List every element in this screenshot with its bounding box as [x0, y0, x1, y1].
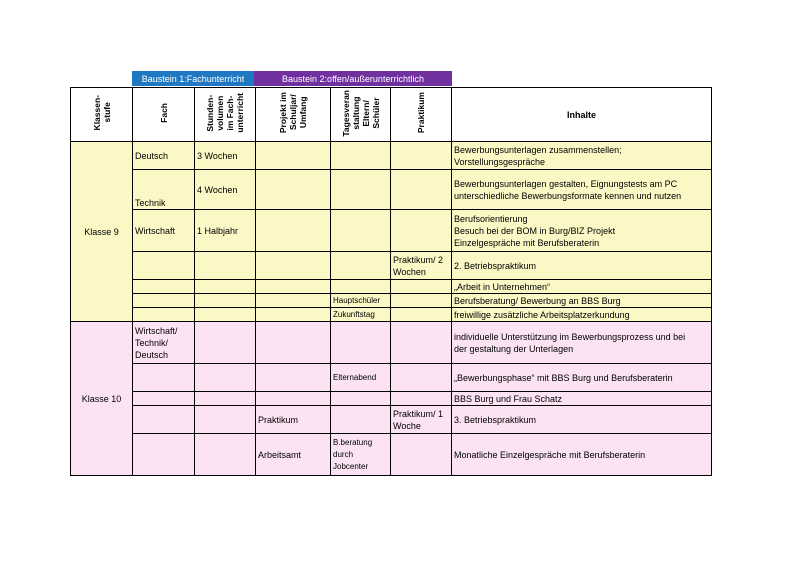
- banner-baustein-2: Baustein 2:offen/außerunterrichtlich: [254, 71, 452, 86]
- cell-stunden: [195, 294, 256, 308]
- cell-stunden: [195, 364, 256, 392]
- cell-fach: [133, 280, 195, 294]
- cell-tages: [331, 170, 391, 210]
- cell-tages: B.beratung durch Jobcenter: [331, 434, 391, 476]
- cell-tages: [331, 142, 391, 170]
- cell-projekt: [256, 322, 331, 364]
- cell-stunden: 3 Wochen: [195, 142, 256, 170]
- header-praktikum-text: Praktikum: [416, 92, 426, 134]
- table-row: [71, 392, 712, 406]
- cell-praktikum: [391, 392, 452, 406]
- cell-tages: [331, 210, 391, 252]
- cell-stunden: [195, 252, 256, 280]
- header-tagesveranstaltung: [331, 88, 391, 142]
- table-row: [71, 210, 712, 252]
- cell-tages: Elternabend: [331, 364, 391, 392]
- cell-projekt: [256, 142, 331, 170]
- cell-fach: Wirtschaft/ Technik/ Deutsch: [133, 322, 195, 364]
- cell-praktikum: [391, 280, 452, 294]
- cell-tages: [331, 406, 391, 434]
- cell-stunden: [195, 434, 256, 476]
- cell-fach: [133, 294, 195, 308]
- cell-stunden: 1 Halbjahr: [195, 210, 256, 252]
- header-klassenstufe: [71, 88, 133, 142]
- table-row: [71, 308, 712, 322]
- cell-tages: [331, 252, 391, 280]
- cell-praktikum: [391, 142, 452, 170]
- cell-projekt: [256, 170, 331, 210]
- cell-fach: [133, 434, 195, 476]
- cell-tages: [331, 322, 391, 364]
- cell-inhalte: 3. Betriebspraktikum: [452, 406, 712, 434]
- table-row: [71, 364, 712, 392]
- cell-projekt: [256, 294, 331, 308]
- table-row: [71, 280, 712, 294]
- cell-fach: [133, 308, 195, 322]
- cell-projekt: Arbeitsamt: [256, 434, 331, 476]
- cell-stunden: [195, 308, 256, 322]
- cell-inhalte: freiwillige zusätzliche Arbeitsplatzerkundung: [452, 308, 712, 322]
- cell-stunden: [195, 280, 256, 294]
- header-projekt: [256, 88, 331, 142]
- cell-fach: [133, 392, 195, 406]
- table-row: [71, 294, 712, 308]
- header-tagesveranstaltung-text: Tagesveran staltung Eltern/ Schüler: [340, 89, 381, 137]
- cell-inhalte: „Bewerbungsphase“ mit BBS Burg und Berufsberaterin: [452, 364, 712, 392]
- cell-tages: Zukunftstag: [331, 308, 391, 322]
- klassenstufe-cell: Klasse 9: [71, 142, 133, 322]
- table-row: [71, 434, 712, 476]
- header-inhalte: Inhalte: [452, 88, 712, 142]
- cell-fach: [133, 406, 195, 434]
- cell-stunden: 4 Wochen: [195, 170, 256, 210]
- cell-projekt: [256, 308, 331, 322]
- cell-praktikum: [391, 364, 452, 392]
- table-row: [71, 252, 712, 280]
- header-projekt-text: Projekt im Schuljar/ Umfang: [278, 92, 308, 134]
- cell-inhalte: Bewerbungsunterlagen gestalten, Eignungstests am PC unterschiedliche Bewerbungsformate kennen und nutzen: [452, 170, 712, 210]
- header-fach-text: Fach: [158, 103, 169, 123]
- cell-praktikum: [391, 322, 452, 364]
- header-stundenvolumen: [195, 88, 256, 142]
- cell-praktikum: [391, 170, 452, 210]
- cell-stunden: [195, 406, 256, 434]
- cell-fach: Technik: [133, 170, 195, 210]
- banner-baustein-1: Baustein 1:Fachunterricht: [132, 71, 254, 86]
- cell-inhalte: „Arbeit in Unternehmen“: [452, 280, 712, 294]
- cell-inhalte: Berufsberatung/ Bewerbung an BBS Burg: [452, 294, 712, 308]
- cell-praktikum: [391, 294, 452, 308]
- cell-projekt: [256, 210, 331, 252]
- cell-tages: [331, 392, 391, 406]
- cell-inhalte: 2. Betriebspraktikum: [452, 252, 712, 280]
- table-row: [71, 142, 712, 170]
- cell-projekt: [256, 252, 331, 280]
- cell-projekt: [256, 280, 331, 294]
- klassenstufe-cell: Klasse 10: [71, 322, 133, 476]
- cell-praktikum: [391, 308, 452, 322]
- header-row: [71, 88, 712, 142]
- header-praktikum: [391, 88, 452, 142]
- header-stundenvolumen-text: Stunden- volumen im Fach- unterricht: [205, 93, 245, 133]
- cell-projekt: [256, 364, 331, 392]
- cell-fach: Wirtschaft: [133, 210, 195, 252]
- table-row: [71, 322, 712, 364]
- cell-fach: [133, 364, 195, 392]
- cell-projekt: [256, 392, 331, 406]
- header-klassenstufe-text: Klassen- stufe: [91, 95, 112, 131]
- cell-praktikum: [391, 210, 452, 252]
- cell-fach: [133, 252, 195, 280]
- cell-praktikum: Praktikum/ 2 Wochen: [391, 252, 452, 280]
- cell-inhalte: individuelle Unterstützung im Bewerbungsprozess und bei der gestaltung der Unterlagen: [452, 322, 712, 364]
- cell-praktikum: Praktikum/ 1 Woche: [391, 406, 452, 434]
- cell-inhalte: BBS Burg und Frau Schatz: [452, 392, 712, 406]
- table-row: [71, 170, 712, 210]
- plan-table: [70, 87, 712, 476]
- header-fach: [133, 88, 195, 142]
- cell-stunden: [195, 322, 256, 364]
- table-row: [71, 406, 712, 434]
- cell-tages: Hauptschüler: [331, 294, 391, 308]
- cell-tages: [331, 280, 391, 294]
- cell-inhalte: Berufsorientierung Besuch bei der BOM in Burg/BIZ Projekt Einzelgespräche mit Berufsberaterin: [452, 210, 712, 252]
- cell-inhalte: Bewerbungsunterlagen zusammenstellen; Vorstellungsgespräche: [452, 142, 712, 170]
- cell-inhalte: Monatliche Einzelgespräche mit Berufsberaterin: [452, 434, 712, 476]
- cell-stunden: [195, 392, 256, 406]
- cell-fach: Deutsch: [133, 142, 195, 170]
- cell-praktikum: [391, 434, 452, 476]
- cell-projekt: Praktikum: [256, 406, 331, 434]
